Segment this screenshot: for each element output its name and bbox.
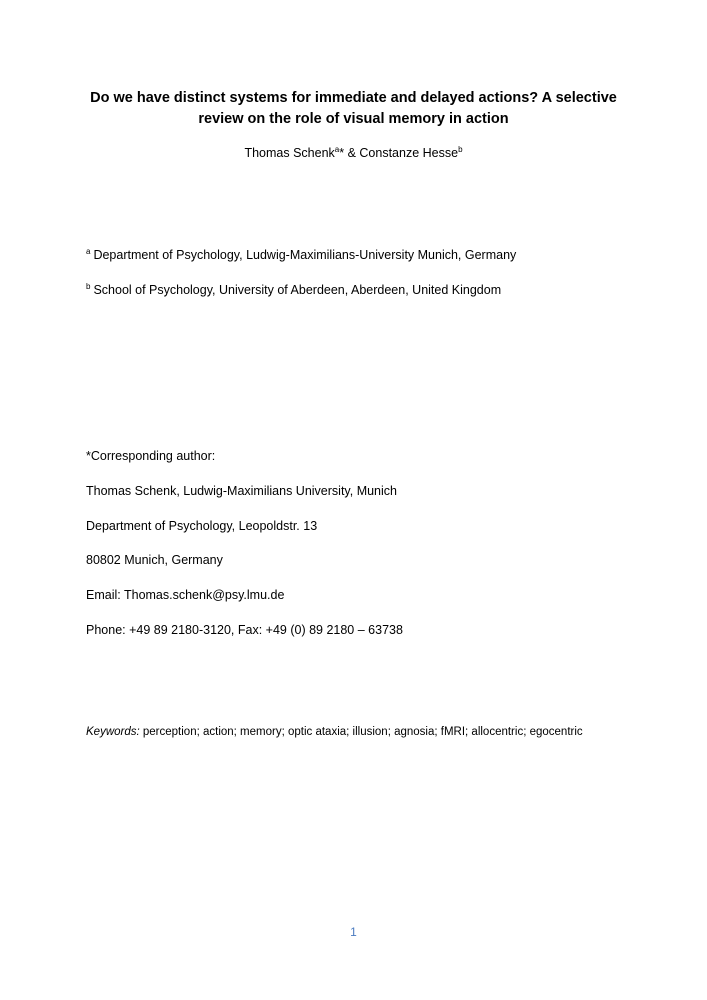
author-2-name: Constanze Hesse (359, 146, 459, 160)
keywords (86, 723, 583, 741)
keywords-list: perception; action; memory; optic ataxia; illusion; agnosia; fMRI; allocentric; egocentric (139, 726, 583, 738)
affiliation-a-text: Department of Psychology, Ludwig-Maximilians-University Munich, Germany (93, 248, 517, 262)
page-number: 1 (350, 925, 357, 939)
corresponding-city: 80802 Munich, Germany (86, 553, 223, 567)
paper-title-line-1: Do we have distinct systems for immediate and delayed actions? A selective (90, 90, 617, 106)
author-2-affil-mark: b (458, 144, 463, 154)
author-separator: & (344, 146, 360, 160)
affiliation-a (86, 246, 516, 264)
corresponding-department: Department of Psychology, Leopoldstr. 13 (86, 519, 318, 533)
keywords-label: Keywords: (86, 726, 140, 738)
affiliation-b (86, 281, 501, 299)
author-line (0, 144, 707, 162)
affiliation-b-text: School of Psychology, University of Aberdeen, Aberdeen, United Kingdom (93, 283, 502, 297)
corresponding-phone: Phone: +49 89 2180-3120, Fax: +49 (0) 89 2180 – 63738 (86, 623, 403, 637)
corresponding-email: Email: Thomas.schenk@psy.lmu.de (86, 588, 285, 602)
corresponding-heading: *Corresponding author: (86, 449, 216, 463)
corresponding-name: Thomas Schenk, Ludwig-Maximilians University, Munich (86, 484, 397, 498)
author-1-name: Thomas Schenk (244, 146, 335, 160)
paper-title-line-2: review on the role of visual memory in action (198, 111, 509, 127)
author-1-affil-mark: a (334, 144, 340, 154)
paper-title (40, 88, 667, 130)
affiliation-b-mark: b (86, 281, 91, 291)
corresponding-mark: * (339, 146, 345, 160)
affiliation-a-mark: a (86, 246, 91, 256)
